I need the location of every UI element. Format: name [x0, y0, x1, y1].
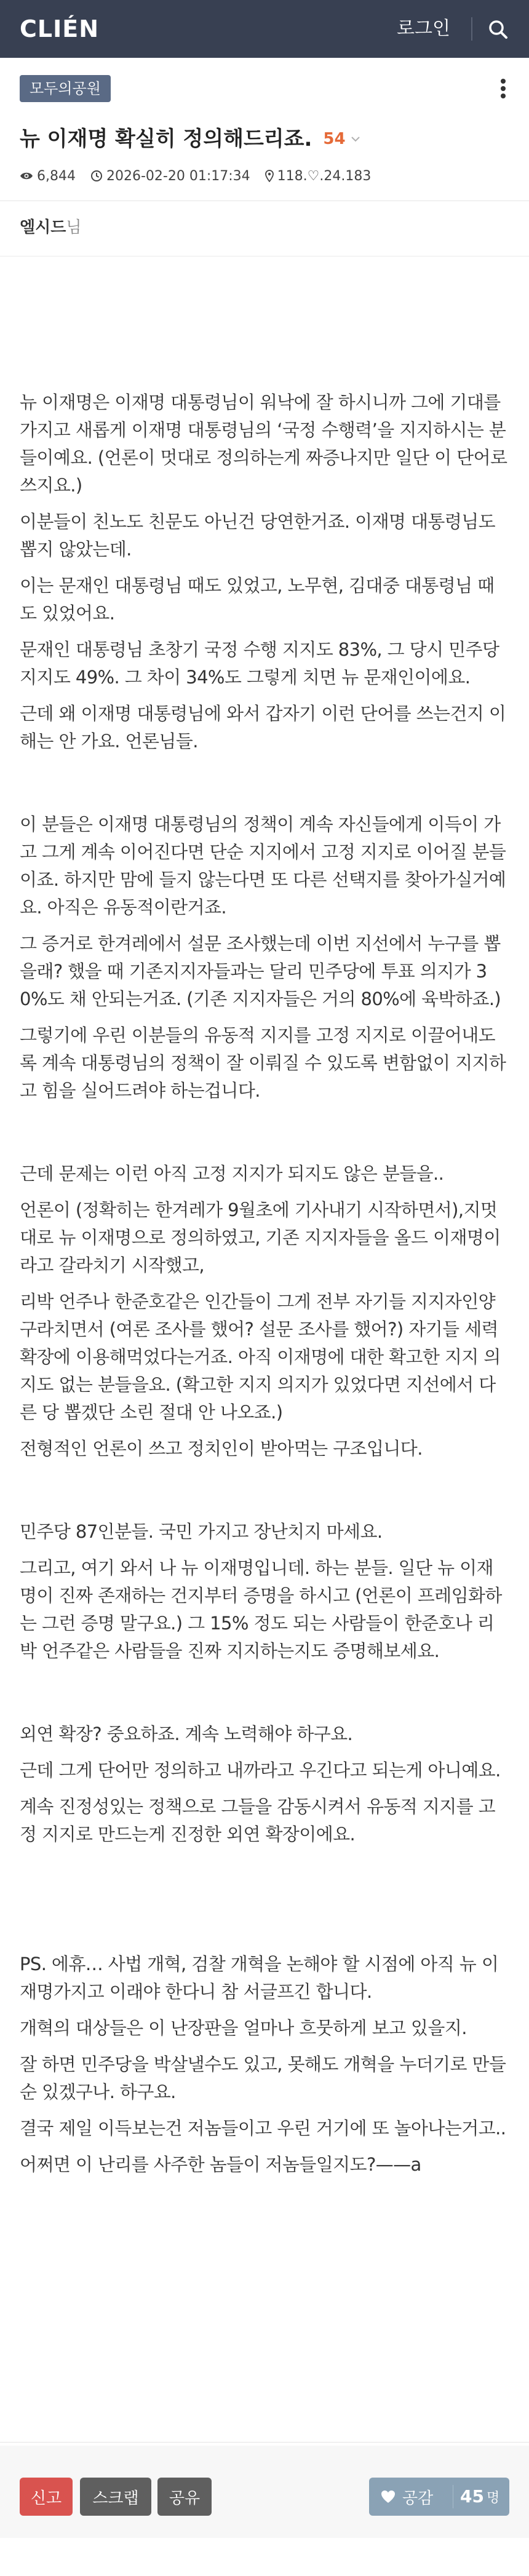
comment-count-value: 54 [323, 130, 346, 148]
post-paragraph: 리박 언주나 한준호같은 인간들이 그게 전부 자기들 지지자인양 구라치면서 (여론 조사를 했어? 설문 조사를 했어?) 자기들 세력 확장에 이용해먹었다는거죠. 아직 이재명에 대한 확고한 지지 의지도 없는 분들을요. (확고한 지지 의지가 있었다면 지선에서 다른 당 뽑겠단 소린 절대 안 나오죠.) [20, 1291, 501, 1423]
search-icon [488, 19, 509, 40]
bottom-blank-area [0, 2538, 529, 2576]
post-paragraph: 잘 하면 민주당을 박살낼수도 있고, 못해도 개혁을 누더기로 만들 순 있겠구나. 하구요. [20, 2054, 506, 2102]
post-paragraph: 근데 왜 이재명 대통령님에 와서 갑자기 이런 단어를 쓰는건지 이해는 안 가요. 언론님들. [20, 703, 506, 752]
like-count-value: 45 [460, 2486, 484, 2506]
post-paragraph: 외연 확장? 중요하죠. 계속 노력해야 하구요. [20, 1723, 353, 1744]
post-paragraph: 결국 제일 이득보는건 저놈들이고 우린 거기에 또 놀아나는거고.. [20, 2118, 506, 2139]
chevron-down-icon [349, 133, 362, 145]
eye-icon [20, 171, 33, 181]
like-count-unit: 명 [486, 2491, 500, 2506]
post-paragraph: 그리고, 여기 와서 나 뉴 이재명입니데. 하는 분들. 일단 뉴 이재명이 진짜 존재하는 건지부터 증명을 하시고 (언론이 프레임화하는 그런 증명 말구요.) 그 15% 정도 되는 사람들이 한준호나 리박 언주같은 사람들을 진짜 지지하는지도 증명해보세요. [20, 1557, 502, 1661]
post-paragraph: 이는 문재인 대통령님 때도 있었고, 노무현, 김대중 대통령님 때도 있었어요. [20, 575, 495, 624]
post-paragraph: 그 증거로 한겨레에서 설문 조사했는데 이번 지선에서 누구를 뽑을래? 했을 때 기존지지자들과는 달리 민주당에 투표 의지가 30%도 채 안되는거죠. (기존 지지자들은 거의 80%에 육박하죠.) [20, 933, 501, 1009]
post-title: 뉴 이재명 확실히 정의해드리죠. [20, 127, 312, 151]
top-navigation-bar [0, 0, 529, 58]
heart-icon [380, 2489, 396, 2504]
view-count [20, 169, 76, 184]
post-paragraph: 계속 진정성있는 정책으로 그들을 감동시켜서 유동적 지지를 고정 지지로 만드는게 진정한 외연 확장이에요. [20, 1796, 496, 1845]
post-paragraph: 뉴 이재명은 이재명 대통령님이 워낙에 잘 하시니까 그에 기대를 가지고 새롭게 이재명 대통령님의 ‘국정 수행력’을 지지하시는 분들이예요. (언론이 멋대로 정의하는게 짜증나지만 일단 이 단어로 쓰지요.) [20, 392, 507, 496]
paragraph-spacer [20, 1113, 509, 1160]
post-paragraph: 근데 문제는 이런 아직 고정 지지가 되지도 않은 분들을.. [20, 1163, 444, 1184]
scrap-button[interactable]: 스크랩 [80, 2478, 151, 2516]
post-action-bar [0, 2446, 529, 2538]
kebab-dot [501, 93, 506, 98]
report-button[interactable]: 신고 [20, 2478, 73, 2516]
author-nickname[interactable]: 엘시드 [20, 218, 66, 237]
comment-count-link[interactable] [323, 130, 361, 148]
clock-icon [90, 170, 103, 182]
post-datetime [90, 169, 250, 184]
kebab-dot [501, 79, 506, 84]
like-label: 공감 [402, 2489, 434, 2508]
paragraph-spacer [20, 764, 509, 811]
topbar-divider [471, 17, 472, 41]
paragraph-spacer [20, 1674, 509, 1720]
author-suffix: 님 [66, 218, 82, 237]
post-paragraph: 이분들이 친노도 친문도 아닌건 당연한거죠. 이재명 대통령님도 뽑지 않았는데. [20, 511, 496, 560]
post-datetime-value: 2026-02-20 01:17:34 [106, 168, 250, 184]
post-paragraph: 이 분들은 이재명 대통령님의 정책이 계속 자신들에게 이득이 가고 그게 계속 이어진다면 단순 지지에서 고정 지지로 이어질 분들이죠. 하지만 맘에 들지 않는다면 또 다른 선택지를 찾아가실거예요. 아직은 유동적이란거죠. [20, 814, 506, 918]
login-button[interactable]: 로그인 [397, 18, 450, 39]
post-paragraph: 전형적인 언론이 쓰고 정치인이 받아먹는 구조입니다. [20, 1438, 423, 1459]
paragraph-spacer [20, 1471, 509, 1518]
kebab-menu-icon[interactable] [497, 76, 509, 101]
like-count [460, 2478, 499, 2516]
post-paragraph: PS. 에휴… 사법 개혁, 검찰 개혁을 논해야 할 시점에 아직 뉴 이재명가지고 이래야 한다니 참 서글프긴 합니다. [20, 1954, 499, 2002]
post-paragraph: 근데 그게 단어만 정의하고 내까라고 우긴다고 되는게 아니예요. [20, 1760, 501, 1781]
paragraph-spacer [20, 1857, 509, 1904]
kebab-dot [501, 86, 506, 91]
share-button[interactable]: 공유 [157, 2478, 212, 2516]
board-name-badge[interactable]: 모두의공원 [20, 75, 111, 102]
post-meta [20, 165, 386, 187]
divider [0, 2442, 529, 2443]
post-paragraph: 어쩌면 이 난리를 사주한 놈들이 저놈들일지도?——a [20, 2154, 421, 2175]
paragraph-spacer [20, 1904, 509, 1950]
post-body [20, 389, 509, 2187]
like-button[interactable] [369, 2478, 509, 2516]
author-ip [265, 169, 372, 184]
search-button[interactable] [481, 12, 515, 47]
post-paragraph: 그렇기에 우린 이분들의 유동적 지지를 고정 지지로 이끌어내도록 계속 대통령님의 정책이 잘 이뤄질 수 있도록 변함없이 지지하고 힘을 실어드려야 하는겁니다. [20, 1025, 506, 1101]
location-pin-icon [265, 170, 274, 182]
view-count-value: 6,844 [37, 168, 76, 184]
author-ip-value: 118.♡.24.183 [277, 168, 372, 184]
post-paragraph: 민주당 87인분들. 국민 가지고 장난치지 마세요. [20, 1521, 383, 1542]
post-paragraph: 개혁의 대상들은 이 난장판을 얼마나 흐뭇하게 보고 있을지. [20, 2017, 467, 2038]
post-paragraph: 문재인 대통령님 초창기 국정 수행 지지도 83%, 그 당시 민주당 지지도 49%. 그 차이 34%도 그렇게 치면 뉴 문재인이에요. [20, 639, 499, 688]
post-paragraph: 언론이 (정확히는 한겨레가 9월초에 기사내기 시작하면서),지멋대로 뉴 이재명으로 정의하였고, 기존 지지자들을 올드 이재명이라고 갈라치기 시작했고, [20, 1199, 501, 1276]
post-title-row [20, 122, 362, 156]
site-logo[interactable]: CLIÉN [20, 15, 100, 42]
author-row [20, 215, 81, 240]
